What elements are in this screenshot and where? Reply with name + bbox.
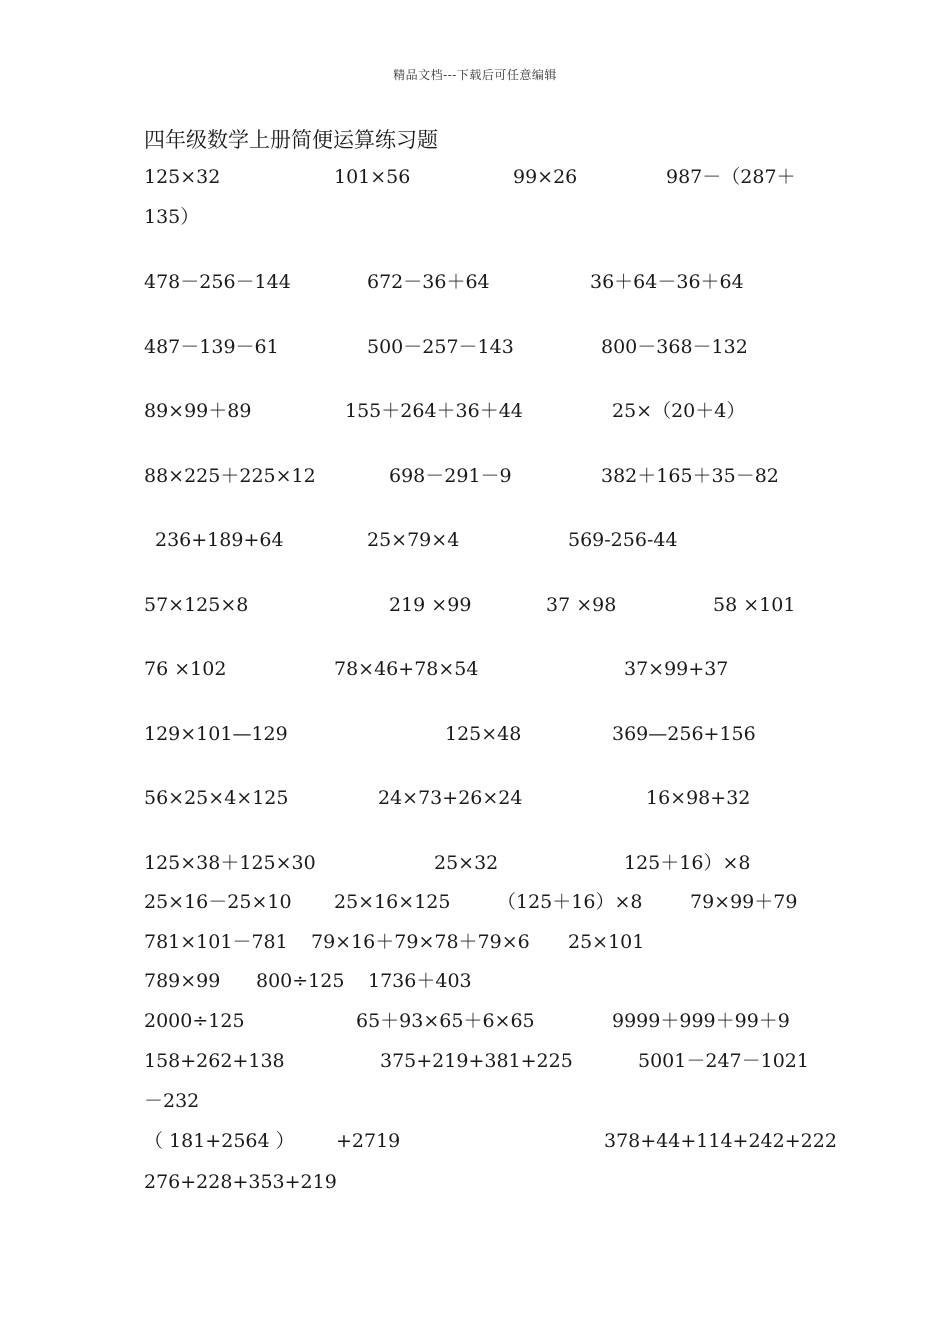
problem-row [0, 888, 950, 916]
problem: 698－291－9 [389, 465, 512, 487]
problem: 155＋264＋36＋44 [345, 400, 523, 422]
problem: 672－36＋64 [367, 271, 490, 293]
problem: 56×25×4×125 [144, 787, 289, 809]
problem: 135） [144, 206, 200, 228]
problem: 25×16－25×10 [144, 891, 292, 913]
problem-row [0, 1168, 950, 1196]
problem: 125×38＋125×30 [144, 852, 316, 874]
problem: 79×99＋79 [690, 891, 798, 913]
problem: 987－（287＋ [666, 166, 796, 188]
problem: 236+189+64 [155, 529, 284, 551]
problem-row [0, 526, 950, 554]
problem-row [0, 1087, 950, 1115]
problem-row [0, 784, 950, 812]
problem-row [0, 591, 950, 619]
problem-row [0, 655, 950, 683]
problem-row [0, 333, 950, 361]
problem: 16×98+32 [646, 787, 751, 809]
problem: 25×32 [434, 852, 499, 874]
problem: （125＋16）×8 [497, 891, 643, 913]
problem: 101×56 [334, 166, 411, 188]
problem: 89×99＋89 [144, 400, 252, 422]
problem: 500－257－143 [367, 336, 514, 358]
problem: 37×99+37 [624, 658, 729, 680]
problem: 79×16＋79×78＋79×6 [311, 931, 530, 953]
problem: 99×26 [513, 166, 578, 188]
problem: 88×225＋225×12 [144, 465, 316, 487]
problem: 25×101 [568, 931, 645, 953]
problem: 478－256－144 [144, 271, 291, 293]
problem-row [0, 163, 950, 191]
problem: 24×73+26×24 [378, 787, 523, 809]
problem: 789×99 [144, 970, 221, 992]
problem-row [0, 462, 950, 490]
problem: 219 ×99 [389, 594, 472, 616]
problem-row [0, 397, 950, 425]
problem: 65＋93×65＋6×65 [356, 1010, 535, 1032]
problem-row [0, 268, 950, 296]
problem: 37 ×98 [546, 594, 617, 616]
problem: 125×48 [445, 723, 522, 745]
problem: 57×125×8 [144, 594, 249, 616]
problem: 58 ×101 [713, 594, 796, 616]
problem: 125×32 [144, 166, 221, 188]
problem-row [0, 928, 950, 956]
problem: 36＋64－36＋64 [590, 271, 744, 293]
problem: 276+228+353+219 [144, 1171, 337, 1193]
problem-row [0, 1007, 950, 1035]
problem: 76 ×102 [144, 658, 227, 680]
problem: 5001－247－1021 [638, 1050, 809, 1072]
worksheet-title: 四年级数学上册简便运算练习题 [144, 128, 438, 152]
problem: （ 181+2564 ） [144, 1130, 295, 1152]
problem-row [0, 203, 950, 231]
problem: 2000÷125 [144, 1010, 245, 1032]
problem: 9999＋999＋99＋9 [612, 1010, 790, 1032]
problem: 382＋165＋35－82 [601, 465, 779, 487]
problem: 125＋16）×8 [624, 852, 751, 874]
problem: 25×79×4 [367, 529, 460, 551]
problem-row [0, 967, 950, 995]
problem: 78×46+78×54 [334, 658, 479, 680]
problem: 800－368－132 [601, 336, 748, 358]
problem: 25×16×125 [334, 891, 451, 913]
problem: 375+219+381+225 [380, 1050, 573, 1072]
problem: 158+262+138 [144, 1050, 285, 1072]
problem: 369—256+156 [612, 723, 756, 745]
problem: －232 [144, 1090, 200, 1112]
problem: 781×101－781 [144, 931, 288, 953]
problem: 378+44+114+242+222 [604, 1130, 837, 1152]
problem: 569-256-44 [568, 529, 678, 551]
problem-row [0, 1127, 950, 1155]
page-header: 精品文档---下载后可任意编辑 [393, 68, 557, 82]
problem: +2719 [336, 1130, 401, 1152]
problem: 129×101—129 [144, 723, 288, 745]
problem: 25×（20＋4） [612, 400, 746, 422]
problem: 487－139－61 [144, 336, 279, 358]
problem-row [0, 720, 950, 748]
problem: 1736＋403 [368, 970, 472, 992]
problem-row [0, 849, 950, 877]
problem-row [0, 1047, 950, 1075]
problem: 800÷125 [256, 970, 345, 992]
